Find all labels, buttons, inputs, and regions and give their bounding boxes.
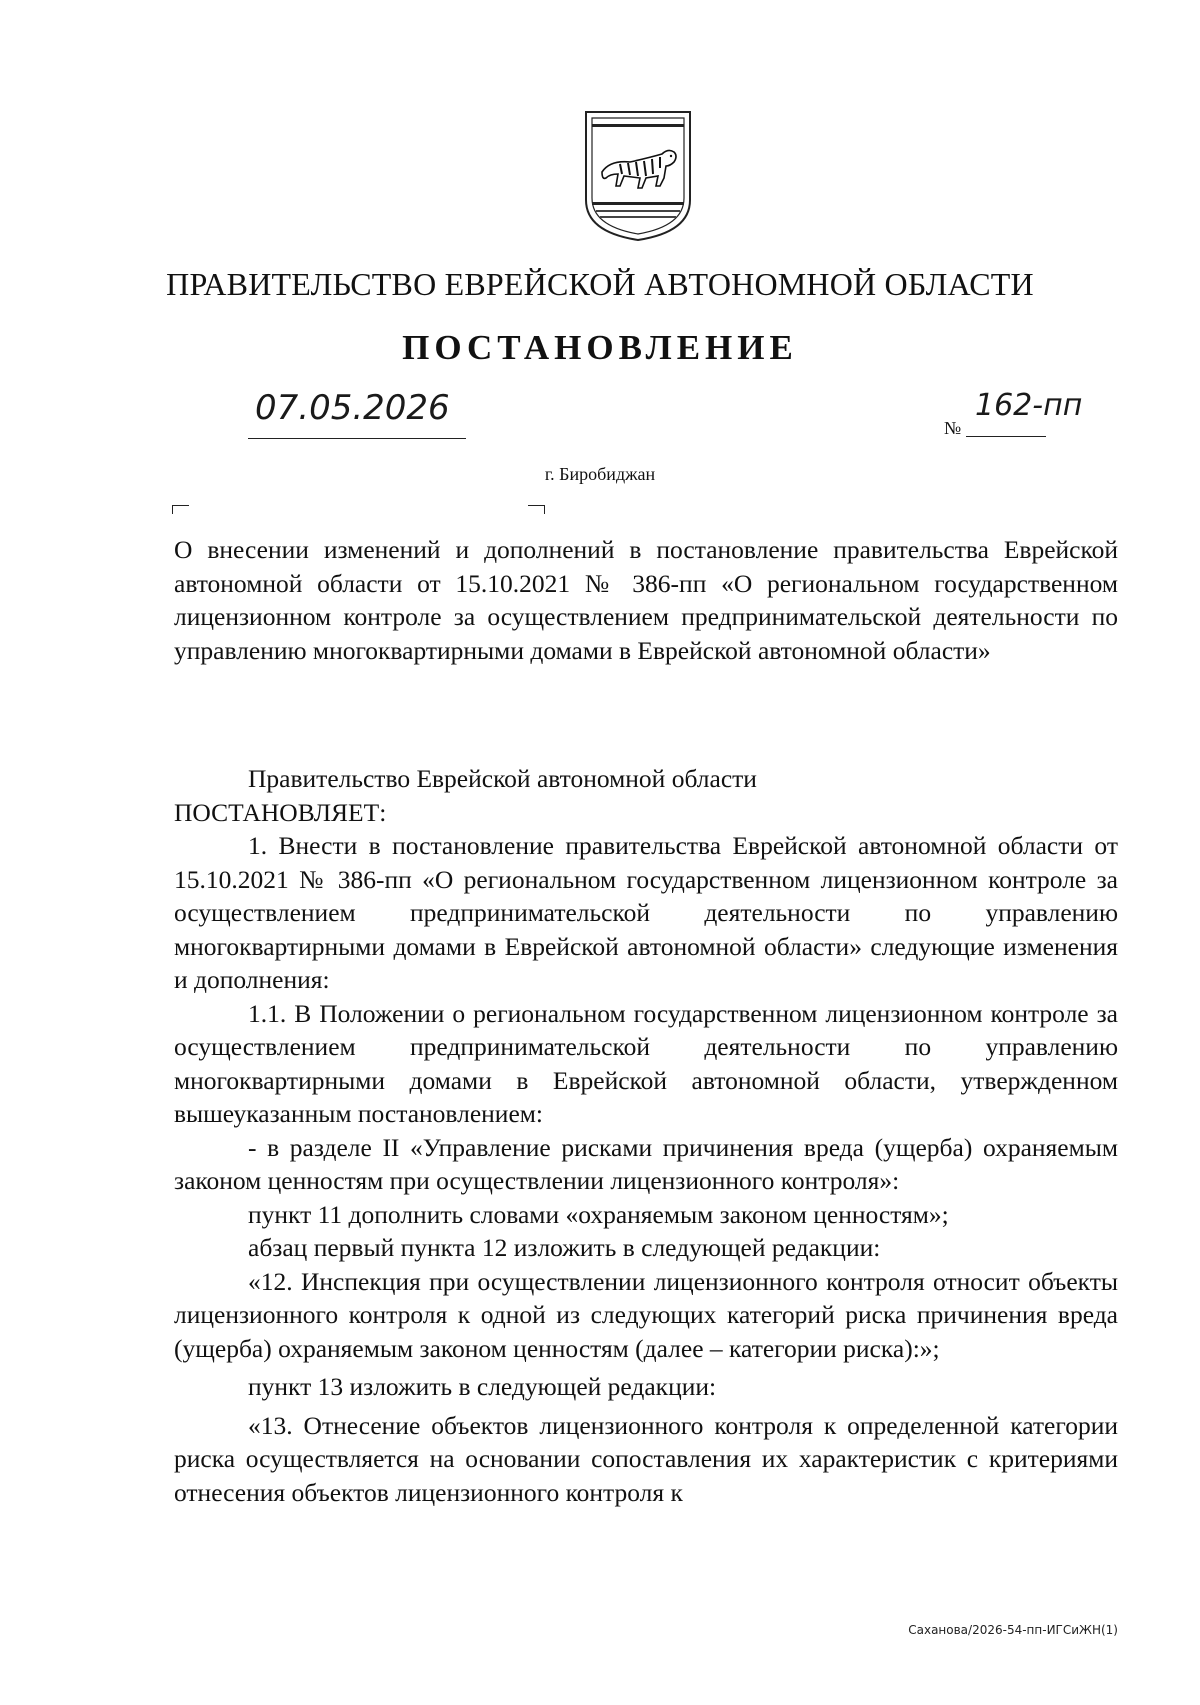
document-type-title: ПОСТАНОВЛЕНИЕ (402, 328, 798, 367)
decree-word: ПОСТАНОВЛЯЕТ: (174, 797, 387, 827)
body-paragraph: «13. Отнесение объектов лицензионного контроля к определенной категории риска осуществляется на основании сопоставления их характеристик с критериями отнесения объектов лицензионного контроля к (174, 1410, 1118, 1507)
intro-paragraph: Правительство Еврейской автономной области (248, 764, 757, 793)
subject-corner-right (528, 505, 545, 514)
date-underline (248, 438, 466, 439)
organization-title: ПРАВИТЕЛЬСТВО ЕВРЕЙСКОЙ АВТОНОМНОЙ ОБЛАСТИ (166, 266, 1034, 302)
document-date: 07.05.2026 (255, 388, 450, 428)
body-paragraph: абзац первый пункта 12 изложить в следующей редакции: (248, 1233, 881, 1262)
body-paragraph: пункт 11 дополнить словами «охраняемым законом ценностям»; (248, 1199, 949, 1229)
document-body (174, 762, 1118, 1509)
city-label: г. Биробиджан (544, 464, 656, 484)
number-underline (966, 436, 1046, 437)
subject-corner-left (172, 505, 189, 514)
document-subject: О внесении изменений и дополнений в постановление правительства Еврейской автономной области от 15.10.2021 № 386-пп «О региональном государственном лицензионном контроле за осуществлением предпринимательской деятельности по управлению многоквартирными домами в Еврейской автономной области» (174, 535, 1118, 665)
document-number: 162-пп (975, 388, 1083, 423)
footer-document-code: Саханова/2026-54-пп-ИГСиЖН(1) (908, 1623, 1118, 1637)
body-paragraph: - в разделе II «Управление рисками причинения вреда (ущерба) охраняемым законом ценностям при осуществлении лицензионного контроля»: (174, 1132, 1118, 1195)
number-sign: № (944, 418, 962, 438)
body-paragraph: «12. Инспекция при осуществлении лицензионного контроля относит объекты лицензионного контроля к одной из следующих категорий риска причинения вреда (ущерба) охраняемым законом ценностям (далее – категории риска):»; (174, 1266, 1118, 1363)
body-paragraph: 1.1. В Положении о региональном государственном лицензионном контроле за осуществлением предпринимательской деятельности по управлению многоквартирными домами в Еврейской автономной области, утвержденном вышеуказанным постановлением: (174, 998, 1118, 1128)
tiger-emblem-icon (580, 108, 696, 244)
body-paragraph: пункт 13 изложить в следующей редакции: (248, 1372, 717, 1401)
body-paragraph: 1. Внести в постановление правительства Еврейской автономной области от 15.10.2021 № 386-пп «О региональном государственном лицензионном контроле за осуществлением предпринимательской деятельности по управлению многоквартирными домами в Еврейской автономной области» следующие изменения и дополнения: (174, 831, 1118, 994)
